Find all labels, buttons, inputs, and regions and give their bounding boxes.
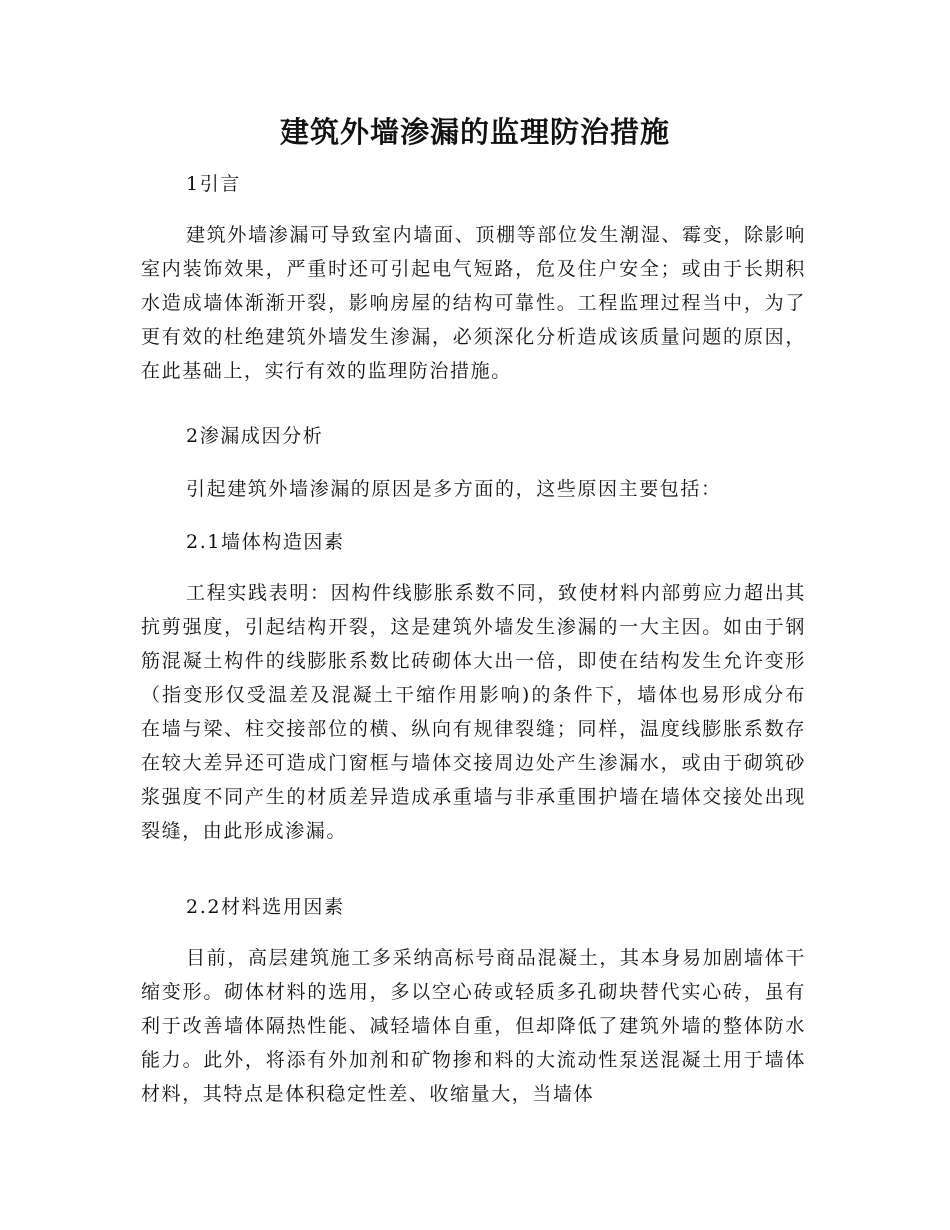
document-title: 建筑外墙渗漏的监理防治措施 xyxy=(279,115,670,149)
paragraph-materials: 目前，高层建筑施工多采纳高标号商品混凝土，其本身易加剧墙体干缩变形。砌体材料的选用，多以空心砖或轻质多孔砌块替代实心砖，虽有利于改善墙体隔热性能、减轻墙体自重，但却降低了建筑外墙的整体防水能力。此外，将添有外加剂和矿物掺和料的大流动性泵送混凝土用于墙体材料，其特点是体积稳定性差、收缩量大，当墙体 xyxy=(141,947,806,1105)
paragraph-wall-structure: 工程实践表明：因构件线膨胀系数不同，致使材料内部剪应力超出其抗剪强度，引起结构开裂，这是建筑外墙发生渗漏的一大主因。如由于钢筋混凝土构件的线膨胀系数比砖砌体大出一倍，即使在结构发生允许变形（指变形仅受温差及混凝土干缩作用影响)的条件下，墙体也易形成分布在墙与梁、柱交接部位的横、纵向有规律裂缝；同样，温度线膨胀系数存在较大差异还可造成门窗框与墙体交接周边处产生渗漏水，或由于砌筑砂浆强度不同产生的材质差异造成承重墙与非承重围护墙在墙体交接处出现裂缝，由此形成渗漏。 xyxy=(141,582,806,842)
paragraph-intro: 建筑外墙渗漏可导致室内墙面、顶棚等部位发生潮湿、霉变，除影响室内装饰效果，严重时还可引起电气短路，危及住户安全；或由于长期积水造成墙体渐渐开裂，影响房屋的结构可靠性。工程监理过程当中，为了更有效的杜绝建筑外墙发生渗漏，必须深化分析造成该质量问题的原因，在此基础上，实行有效的监理防治措施。 xyxy=(141,224,806,382)
section-heading-causes: 2渗漏成因分析 xyxy=(186,425,324,447)
section-heading-materials: 2.2材料选用因素 xyxy=(186,896,345,918)
section-heading-intro: 1引言 xyxy=(186,173,241,195)
section-heading-wall-structure: 2.1墙体构造因素 xyxy=(186,531,345,553)
paragraph-causes-intro: 引起建筑外墙渗漏的原因是多方面的，这些原因主要包括： xyxy=(186,478,722,500)
